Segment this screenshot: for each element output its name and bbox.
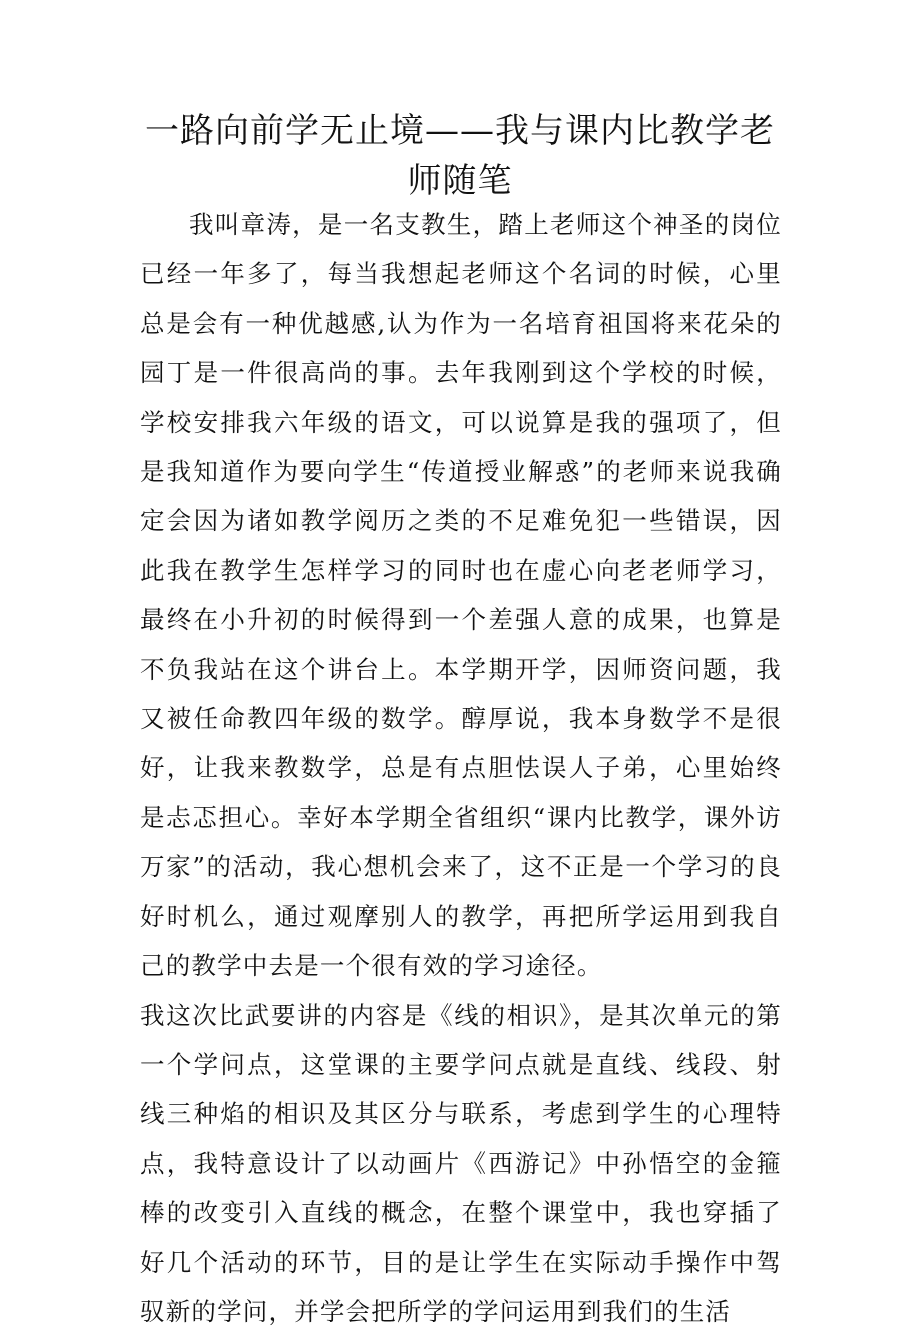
document-title: 一路向前学无止境——我与课内比教学老师随笔 (140, 106, 780, 206)
body-paragraph-1: 我叫章涛，是一名支教生，踏上老师这个神圣的岗位已经一年多了，每当我想起老师这个名词的时候，心里总是会有一种优越感,认为作为一名培育祖国将来花朵的园丁是一件很高尚的事。去年我刚到这个学校的时候，学校安排我六年级的语文，可以说算是我的强项了，但是我知道作为要向学生“传道授业解惑”的老师来说我确定会因为诸如教学阅历之类的不足难免犯一些错误，因此我在教学生怎样学习的同时也在虚心向老老师学习，最终在小升初的时候得到一个差强人意的成果，也算是不负我站在这个讲台上。本学期开学，因师资问题，我又被任命教四年级的数学。醇厚说，我本身数学不是很好，让我来教数学，总是有点胆怯误人子弟，心里始终是忐忑担心。幸好本学期全省组织“课内比教学，课外访万家”的活动，我心想机会来了，这不正是一个学习的良好时机么，通过观摩别人的教学，再把所学运用到我自己的教学中去是一个很有效的学习途径。 (140, 200, 782, 991)
document-body (140, 200, 782, 1336)
body-paragraph-2: 我这次比武要讲的内容是《线的相识》，是其次单元的第一个学问点，这堂课的主要学问点就是直线、线段、射线三种焰的相识及其区分与联系，考虑到学生的心理特点，我特意设计了以动画片《西游记》中孙悟空的金箍棒的改变引入直线的概念，在整个课堂中，我也穿插了好几个活动的环节，目的是让学生在实际动手操作中驾驭新的学问，并学会把所学的学问运用到我们的生活 (140, 991, 782, 1336)
